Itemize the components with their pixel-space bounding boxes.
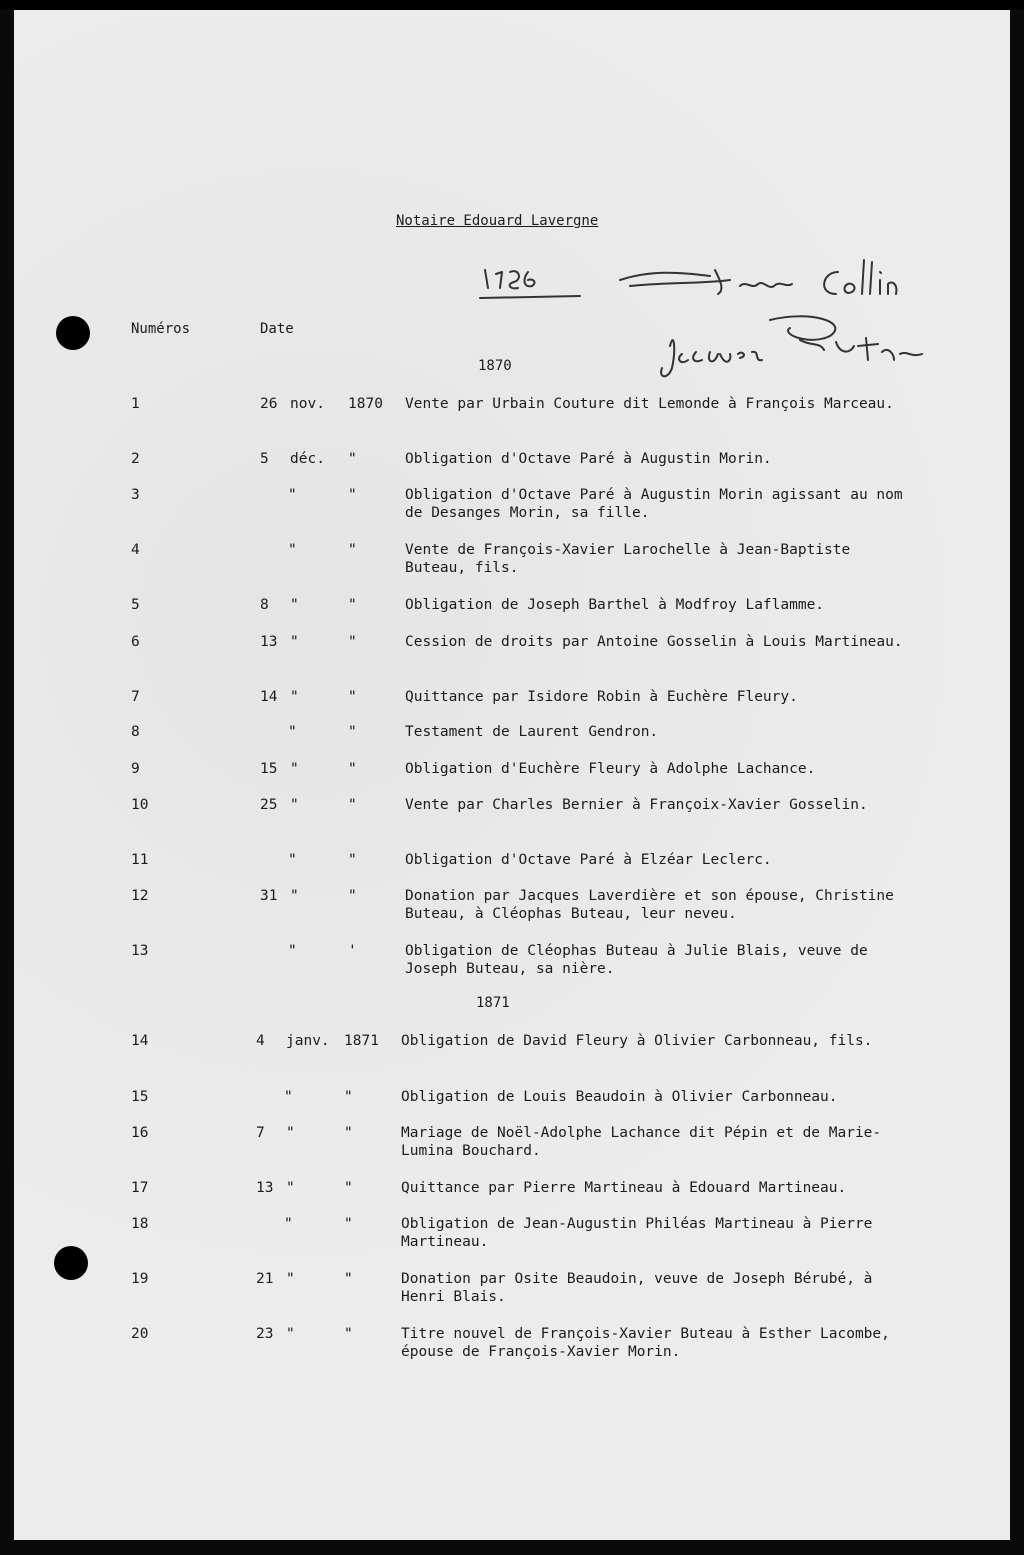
entry-number: 15 xyxy=(131,1089,149,1105)
entry-year: ' xyxy=(348,943,357,959)
entry-number: 8 xyxy=(131,724,140,740)
entry-month: " xyxy=(290,597,299,613)
entry-month: " xyxy=(290,689,299,705)
entry-number: 16 xyxy=(131,1125,149,1141)
entry-day: 21 xyxy=(256,1271,274,1287)
entry-month: " xyxy=(288,852,297,868)
entry-description: Obligation d'Octave Paré à Augustin Morin agissant au nom de Desanges Morin, sa fille. xyxy=(405,487,903,521)
entry-description: Vente par Charles Bernier à Françoix-Xavier Gosselin. xyxy=(405,797,868,813)
entry-description: Obligation d'Octave Paré à Elzéar Leclerc. xyxy=(405,852,772,868)
entry-month: " xyxy=(290,634,299,650)
entry-year: " xyxy=(348,797,357,813)
entry-day: 13 xyxy=(260,634,278,650)
entry-year: 1870 xyxy=(348,396,383,412)
entry-month: " xyxy=(290,797,299,813)
entry-day: 5 xyxy=(260,451,269,467)
entry-year: " xyxy=(348,597,357,613)
entry-year: " xyxy=(344,1180,353,1196)
entry-month: " xyxy=(284,1089,293,1105)
entry-description: Vente par Urbain Couture dit Lemonde à François Marceau. xyxy=(405,396,894,412)
entry-day: 14 xyxy=(260,689,278,705)
entry-number: 11 xyxy=(131,852,149,868)
year-heading-1871: 1871 xyxy=(476,995,510,1011)
entry-number: 18 xyxy=(131,1216,149,1232)
scan-border xyxy=(0,0,1024,10)
entry-description: Vente de François-Xavier Larochelle à Jean-Baptiste Buteau, fils. xyxy=(405,542,851,576)
entry-day: 13 xyxy=(256,1180,274,1196)
entry-month: " xyxy=(286,1271,295,1287)
entry-description: Obligation de Joseph Barthel à Modfroy Laflamme. xyxy=(405,597,825,613)
entry-number: 7 xyxy=(131,689,140,705)
entry-year: " xyxy=(348,542,357,558)
entry-description: Obligation d'Octave Paré à Augustin Morin. xyxy=(405,451,772,467)
entry-number: 1 xyxy=(131,396,140,412)
entry-day: 8 xyxy=(260,597,269,613)
entry-day: 31 xyxy=(260,888,278,904)
entry-number: 4 xyxy=(131,542,140,558)
entry-year: " xyxy=(348,487,357,503)
entry-number: 17 xyxy=(131,1180,149,1196)
entry-day: 23 xyxy=(256,1326,274,1342)
entry-month: " xyxy=(286,1125,295,1141)
entry-month: " xyxy=(288,487,297,503)
entry-number: 20 xyxy=(131,1326,149,1342)
entry-number: 2 xyxy=(131,451,140,467)
column-header-date: Date xyxy=(260,321,294,337)
entry-month: nov. xyxy=(290,396,325,412)
entry-year: " xyxy=(348,689,357,705)
entry-month: déc. xyxy=(290,451,325,467)
entry-year: " xyxy=(348,451,357,467)
entry-year: " xyxy=(348,761,357,777)
entry-description: Quittance par Isidore Robin à Euchère Fleury. xyxy=(405,689,798,705)
entry-description: Donation par Jacques Laverdière et son épouse, Christine Buteau, à Cléophas Buteau, leur neveu. xyxy=(405,888,894,922)
entry-description: Obligation de Jean-Augustin Philéas Martineau à Pierre Martineau. xyxy=(401,1216,873,1250)
entry-day: 4 xyxy=(256,1033,265,1049)
entry-number: 3 xyxy=(131,487,140,503)
punch-hole-bottom xyxy=(54,1246,88,1280)
entry-month: " xyxy=(286,1180,295,1196)
entry-number: 13 xyxy=(131,943,149,959)
entry-month: " xyxy=(288,943,297,959)
entry-year: 1871 xyxy=(344,1033,379,1049)
entry-description: Obligation d'Euchère Fleury à Adolphe Lachance. xyxy=(405,761,816,777)
entry-day: 26 xyxy=(260,396,278,412)
entry-number: 6 xyxy=(131,634,140,650)
entry-description: Titre nouvel de François-Xavier Buteau à Esther Lacombe, épouse de François-Xavier Morin. xyxy=(401,1326,890,1360)
entry-description: Donation par Osite Beaudoin, veuve de Joseph Bérubé, à Henri Blais. xyxy=(401,1271,873,1305)
entry-description: Obligation de David Fleury à Olivier Carbonneau, fils. xyxy=(401,1033,873,1049)
entry-description: Obligation de Cléophas Buteau à Julie Blais, veuve de Joseph Buteau, sa nière. xyxy=(405,943,868,977)
entry-month: " xyxy=(284,1216,293,1232)
entry-description: Obligation de Louis Beaudoin à Olivier Carbonneau. xyxy=(401,1089,838,1105)
entry-month: " xyxy=(290,888,299,904)
entry-year: " xyxy=(344,1125,353,1141)
entry-month: " xyxy=(290,761,299,777)
entry-day: 25 xyxy=(260,797,278,813)
entry-month: " xyxy=(286,1326,295,1342)
year-heading-1870: 1870 xyxy=(478,358,512,374)
entry-year: " xyxy=(348,852,357,868)
entry-number: 5 xyxy=(131,597,140,613)
entry-year: " xyxy=(348,634,357,650)
document-title: Notaire Edouard Lavergne xyxy=(396,213,599,229)
entry-year: " xyxy=(344,1326,353,1342)
handwritten-annotation xyxy=(470,250,960,400)
entry-number: 10 xyxy=(131,797,149,813)
entry-year: " xyxy=(348,888,357,904)
entry-number: 14 xyxy=(131,1033,149,1049)
entry-description: Quittance par Pierre Martineau à Edouard Martineau. xyxy=(401,1180,847,1196)
entry-description: Cession de droits par Antoine Gosselin à Louis Martineau. xyxy=(405,634,903,650)
entry-day: 15 xyxy=(260,761,278,777)
entry-year: " xyxy=(344,1089,353,1105)
entry-month: " xyxy=(288,724,297,740)
entry-number: 19 xyxy=(131,1271,149,1287)
entry-number: 12 xyxy=(131,888,149,904)
entry-month: " xyxy=(288,542,297,558)
entry-number: 9 xyxy=(131,761,140,777)
entry-year: " xyxy=(344,1271,353,1287)
column-header-numeros: Numéros xyxy=(131,321,191,337)
entry-description: Testament de Laurent Gendron. xyxy=(405,724,659,740)
entry-description: Mariage de Noël-Adolphe Lachance dit Pépin et de Marie-Lumina Bouchard. xyxy=(401,1125,882,1159)
punch-hole-top xyxy=(56,316,90,350)
entry-year: " xyxy=(344,1216,353,1232)
entry-year: " xyxy=(348,724,357,740)
entry-month: janv. xyxy=(286,1033,330,1049)
entry-day: 7 xyxy=(256,1125,265,1141)
